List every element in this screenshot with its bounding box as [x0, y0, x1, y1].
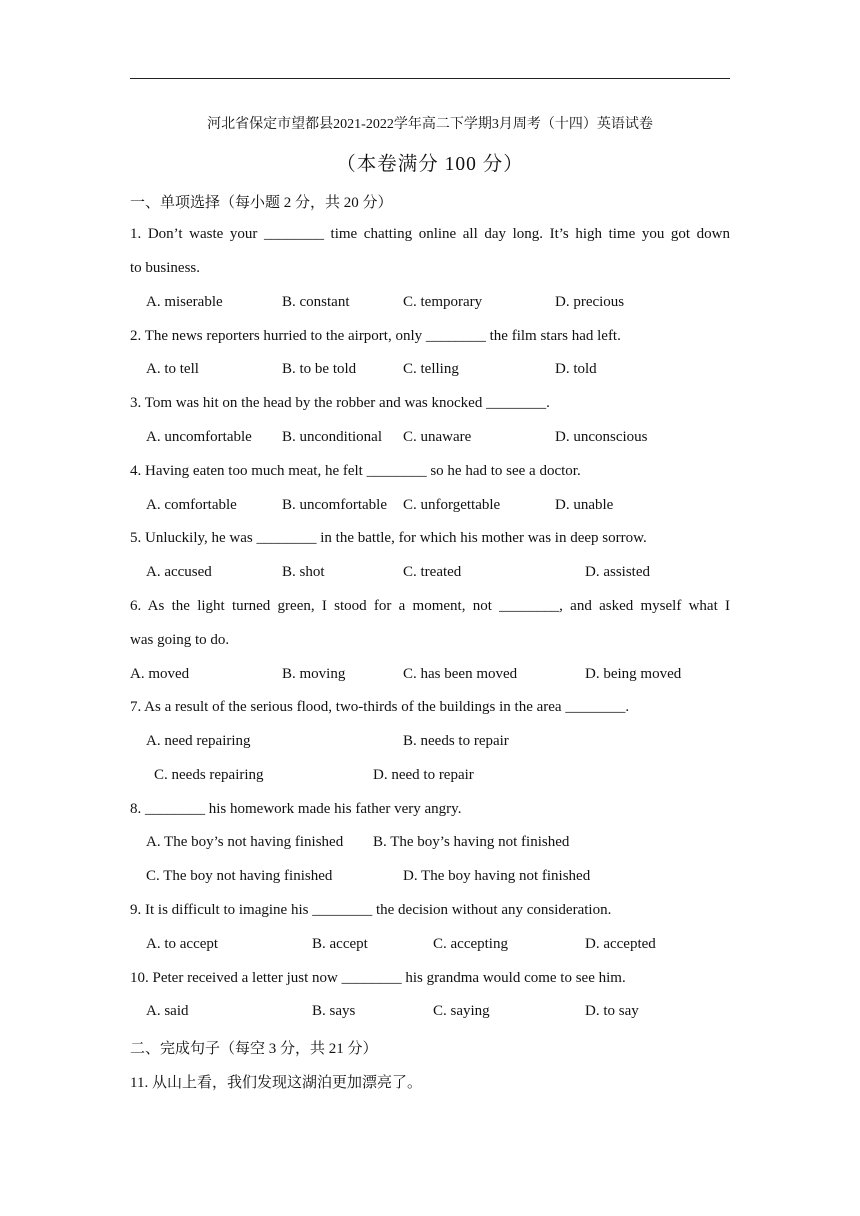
q4-option-a: A. comfortable: [146, 497, 237, 513]
q8-option-b: B. The boy’s having not finished: [373, 834, 570, 850]
q7-option-b: B. needs to repair: [403, 733, 509, 749]
question-3-stem: 3. Tom was hit on the head by the robber and was knocked ________.: [130, 395, 550, 411]
q3-option-b: B. unconditional: [282, 429, 382, 445]
q2-option-a: A. to tell: [146, 361, 199, 377]
question-6-stem-line2: was going to do.: [130, 632, 230, 648]
q8-option-c: C. The boy not having finished: [146, 868, 333, 884]
q10-option-b: B. says: [312, 1003, 356, 1019]
q8-option-d: D. The boy having not finished: [403, 868, 591, 884]
q7-option-d: D. need to repair: [373, 767, 474, 783]
q7-option-a: A. need repairing: [146, 733, 251, 749]
q10-option-c: C. saying: [433, 1003, 490, 1019]
question-7-stem: 7. As a result of the serious flood, two-thirds of the buildings in the area ________.: [130, 699, 630, 715]
q9-option-a: A. to accept: [146, 936, 219, 952]
question-10-stem: 10. Peter received a letter just now ________ his grandma would come to see him.: [130, 970, 626, 986]
q4-option-d: D. unable: [555, 497, 614, 513]
section-heading-complete-sentences: 二、完成句子（每空 3 分，共 21 分）: [130, 1041, 378, 1057]
question-4-stem: 4. Having eaten too much meat, he felt ________ so he had to see a doctor.: [130, 463, 581, 479]
question-5-stem: 5. Unluckily, he was ________ in the battle, for which his mother was in deep sorrow.: [130, 530, 647, 546]
q6-option-b: B. moving: [282, 666, 346, 682]
q6-option-a: A. moved: [130, 666, 190, 682]
q8-option-a: A. The boy’s not having finished: [146, 834, 344, 850]
q1-option-b: B. constant: [282, 294, 350, 310]
question-6-stem-line1: 6. As the light turned green, I stood for a moment, not ________, and asked myself what I: [130, 598, 730, 614]
question-8-stem: 8. ________ his homework made his father very angry.: [130, 801, 462, 817]
q3-option-c: C. unaware: [403, 429, 472, 445]
q9-option-b: B. accept: [312, 936, 368, 952]
q1-option-d: D. precious: [555, 294, 625, 310]
q4-option-c: C. unforgettable: [403, 497, 501, 513]
exam-header-title: 河北省保定市望都县2021-2022学年高二下学期3月周考（十四）英语试卷: [207, 117, 653, 132]
q9-option-c: C. accepting: [433, 936, 508, 952]
q4-option-b: B. uncomfortable: [282, 497, 387, 513]
top-rule: [130, 78, 730, 79]
q2-option-d: D. told: [555, 361, 597, 377]
question-11-stem: 11. 从山上看，我们发现这湖泊更加漂亮了。: [130, 1075, 422, 1091]
q6-option-c: C. has been moved: [403, 666, 518, 682]
question-1-stem-line2: to business.: [130, 260, 201, 276]
q2-option-b: B. to be told: [282, 361, 357, 377]
section-heading-multiple-choice: 一、单项选择（每小题 2 分，共 20 分）: [130, 195, 393, 211]
q1-option-a: A. miserable: [146, 294, 223, 310]
q1-option-c: C. temporary: [403, 294, 483, 310]
q9-option-d: D. accepted: [585, 936, 656, 952]
q10-option-d: D. to say: [585, 1003, 639, 1019]
q5-option-a: A. accused: [146, 564, 212, 580]
q10-option-a: A. said: [146, 1003, 189, 1019]
q7-option-c: C. needs repairing: [154, 767, 264, 783]
q5-option-b: B. shot: [282, 564, 325, 580]
q5-option-c: C. treated: [403, 564, 462, 580]
q6-option-d: D. being moved: [585, 666, 682, 682]
question-2-stem: 2. The news reporters hurried to the airport, only ________ the film stars had left.: [130, 328, 621, 344]
q3-option-d: D. unconscious: [555, 429, 648, 445]
full-score-subtitle: （本卷满分 100 分）: [336, 154, 524, 175]
q3-option-a: A. uncomfortable: [146, 429, 252, 445]
q5-option-d: D. assisted: [585, 564, 650, 580]
q2-option-c: C. telling: [403, 361, 459, 377]
question-1-stem-line1: 1. Don’t waste your ________ time chatting online all day long. It’s high time you got down: [130, 226, 730, 242]
question-9-stem: 9. It is difficult to imagine his ________ the decision without any consideration.: [130, 902, 612, 918]
